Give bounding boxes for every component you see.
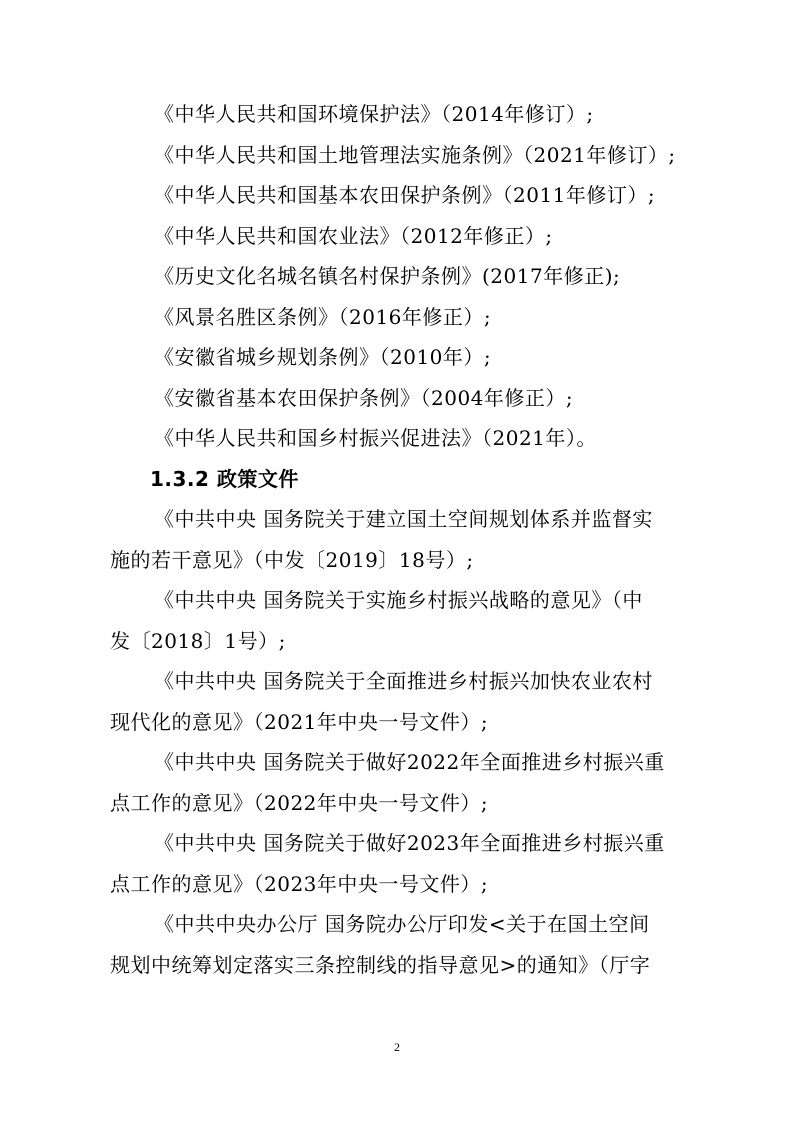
policy-line: 点工作的意见》（2022年中央一号文件）; [110,790,489,815]
policy-item [110,661,685,742]
policy-line: 《中共中央 国务院关于做好2023年全面推进乡村振兴重 [154,831,665,855]
page-content [110,94,685,985]
policy-item [110,499,685,580]
law-item: 《中华人民共和国土地管理法实施条例》（2021年修订）; [154,142,676,167]
law-item: 《中华人民共和国环境保护法》（2014年修订）; [154,102,594,126]
policy-line: 《中共中央 国务院关于做好2022年全面推进乡村振兴重 [154,750,665,774]
policy-line: 《中共中央 国务院关于全面推进乡村振兴加快农业农村 [154,669,653,693]
section-heading: 1.3.2 政策文件 [150,466,299,491]
law-item: 《安徽省城乡规划条例》（2010年）; [154,345,492,369]
law-item: 《中华人民共和国农业法》（2012年修正）; [154,223,553,248]
policy-item [110,904,685,985]
law-item: 《中华人民共和国基本农田保护条例》（2011年修订）; [154,183,656,207]
policy-item [110,580,685,661]
law-item: 《风景名胜区条例》（2016年修正）; [154,304,492,329]
policy-list [110,499,685,985]
policy-line: 点工作的意见》（2023年中央一号文件）; [110,871,489,896]
policy-line: 发〔2018〕1号）; [110,628,286,653]
law-item: 《中华人民共和国乡村振兴促进法》（2021年）。 [154,426,597,450]
law-item: 《历史文化名城名镇名村保护条例》(2017年修正); [154,264,621,288]
law-list [110,94,685,459]
policy-line: 现代化的意见》（2021年中央一号文件）; [110,709,489,734]
policy-line: 《中共中央办公厅 国务院办公厅印发<关于在国土空间 [154,912,650,936]
policy-line: 《中共中央 国务院关于建立国土空间规划体系并监督实 [154,507,653,531]
policy-item [110,742,685,823]
policy-item [110,823,685,904]
policy-line: 《中共中央 国务院关于实施乡村振兴战略的意见》（中 [154,588,643,612]
policy-line: 规划中统筹划定落实三条控制线的指导意见>的通知》（厅字 [110,952,651,977]
law-item: 《安徽省基本农田保护条例》（2004年修正）; [154,385,574,410]
policy-line: 施的若干意见》（中发〔2019〕18号）; [110,547,474,572]
page-number: 2 [394,1040,400,1054]
